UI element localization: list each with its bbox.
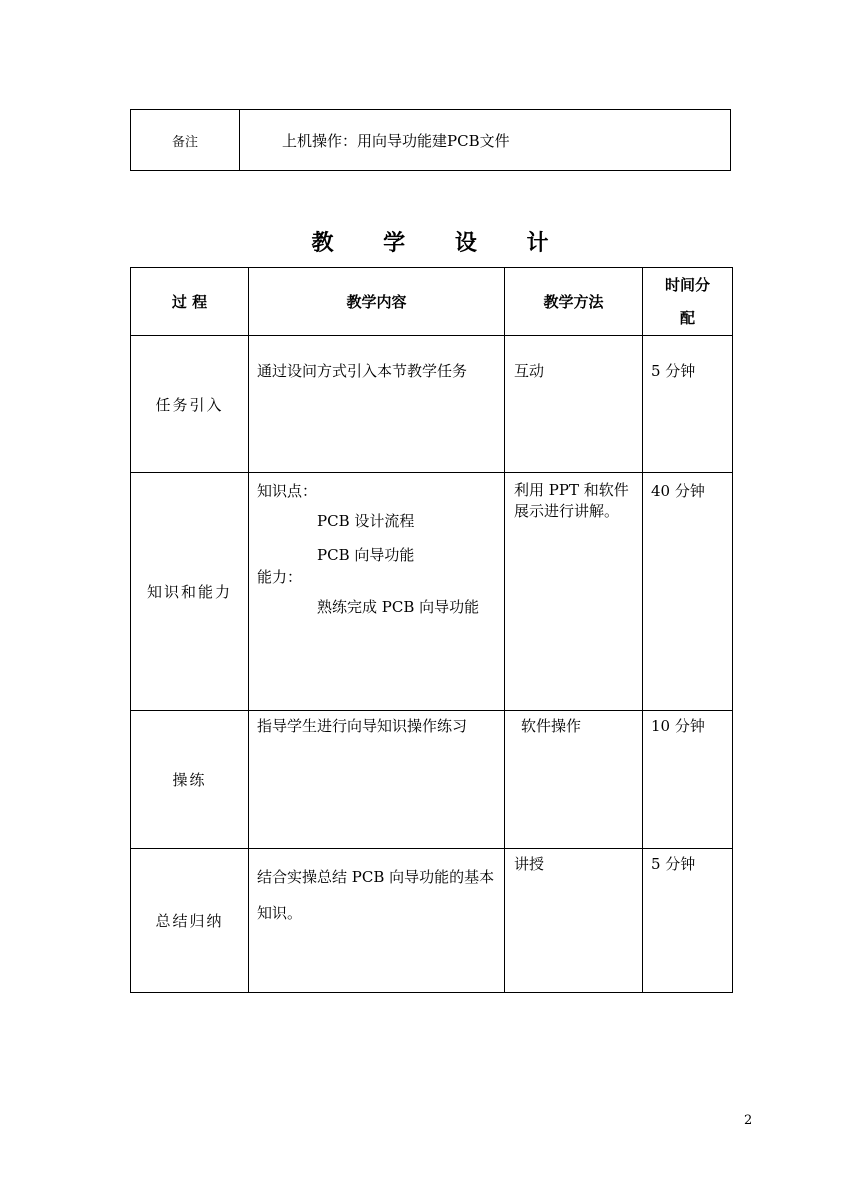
page-number: 2 bbox=[744, 1113, 753, 1128]
time-cell: 10 分钟 bbox=[643, 711, 733, 849]
process-cell: 任务引入 bbox=[131, 336, 249, 473]
time-cell: 5 分钟 bbox=[643, 849, 733, 993]
table-row bbox=[131, 473, 733, 711]
content-line: PCB 设计流程 bbox=[317, 512, 415, 530]
header-time-line2: 配 bbox=[679, 308, 695, 327]
header-time bbox=[643, 268, 733, 336]
table-row bbox=[131, 336, 733, 473]
method-cell: 互动 bbox=[505, 336, 643, 473]
table-row bbox=[131, 711, 733, 849]
page-title: 教 学 设 计 bbox=[311, 231, 570, 256]
content-cell: 通过设问方式引入本节教学任务 bbox=[249, 336, 505, 473]
content-line: 能力： bbox=[257, 568, 303, 586]
header-row bbox=[131, 268, 733, 336]
time-cell: 5 分钟 bbox=[643, 336, 733, 473]
content-line: 知识点： bbox=[257, 482, 318, 500]
note-label: 备注 bbox=[131, 110, 240, 171]
header-time-line1: 时间分 bbox=[664, 275, 710, 294]
teaching-design-table bbox=[130, 267, 733, 993]
content-cell: 指导学生进行向导知识操作练习 bbox=[249, 711, 505, 849]
note-table bbox=[130, 109, 731, 171]
method-cell: 利用 PPT 和软件展示进行讲解。 bbox=[505, 473, 643, 711]
note-content: 上机操作：用向导功能建PCB文件 bbox=[240, 110, 731, 171]
header-method: 教学方法 bbox=[505, 268, 643, 336]
header-content: 教学内容 bbox=[249, 268, 505, 336]
content-cell bbox=[249, 473, 505, 711]
content-cell: 结合实操总结 PCB 向导功能的基本知识。 bbox=[249, 849, 505, 993]
process-cell: 操练 bbox=[131, 711, 249, 849]
table-row bbox=[131, 849, 733, 993]
content-line: PCB 向导功能 bbox=[317, 546, 415, 564]
method-cell: 软件操作 bbox=[505, 711, 643, 849]
method-cell: 讲授 bbox=[505, 849, 643, 993]
process-cell: 知识和能力 bbox=[131, 473, 249, 711]
header-process: 过 程 bbox=[131, 268, 249, 336]
time-cell: 40 分钟 bbox=[643, 473, 733, 711]
process-cell: 总结归纳 bbox=[131, 849, 249, 993]
content-line: 熟练完成 PCB 向导功能 bbox=[317, 598, 480, 616]
